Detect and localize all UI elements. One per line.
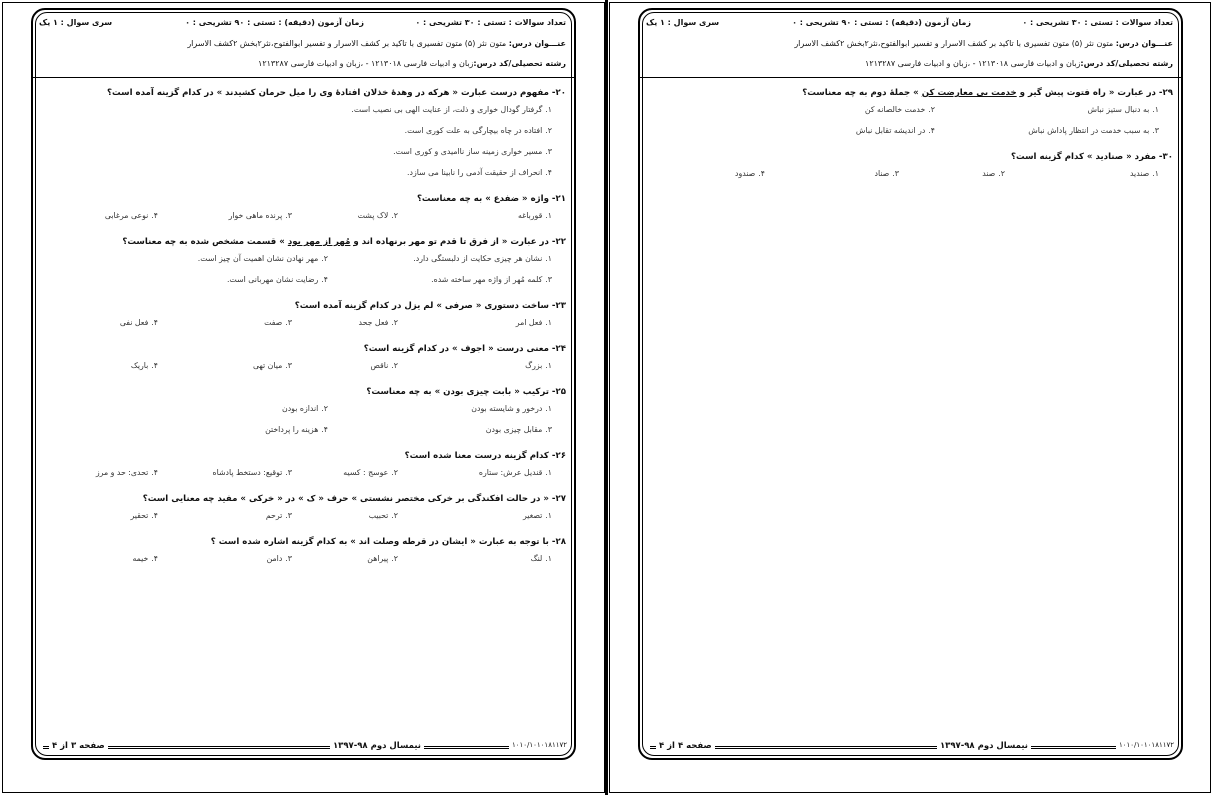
question-28: ۲۸- با توجه به عبارت « ایشان در قرطه وصلت اند » به کدام گزینه اشاره شده است ؟ ۱.لنگ ۲.پیراهن ۳.دامن ۴.خیمه <box>132 537 566 563</box>
question-23: ۲۳- ساخت دستوری « صرفی » لم یزل در کدام گزینه آمده است؟ ۱.فعل امر ۲.فعل جحد ۳.صفت ۴.فعل نفی <box>119 301 566 327</box>
option[interactable]: ۱.نشان هر چیزی حکایت از دلبستگی دارد. <box>413 254 552 263</box>
question-count: تعداد سوالات : تستی : ۳۰ تشریحی : ۰ <box>415 18 566 27</box>
field-code: رشته تحصیلی/کد درس:زبان و ادبیات فارسی ۱۲۱۳۰۱۸ - ،زبان و ادبیات فارسی ۱۲۱۳۲۸۷ <box>258 59 566 68</box>
page-footer <box>640 741 1181 758</box>
option[interactable]: ۱.صندید <box>1129 169 1159 178</box>
question-27: ۲۷- « در حالت افکندگی بر خرکی مختصر نشستی » حرف « ک » در « خرکی » مفید چه معنایی است؟ ۱.تصغیر ۲.تحبیب ۳.ترحم ۴.تحقیر <box>130 494 566 520</box>
option[interactable]: ۴.انحراف از حقیقت آدمی را نابینا می سازد. <box>407 168 552 177</box>
page-frame <box>31 8 576 760</box>
option[interactable]: ۳.مقابل چیزی بودن <box>485 425 552 434</box>
option[interactable]: ۳.دامن <box>266 554 292 563</box>
option[interactable]: ۲.عوسج : کسیه <box>343 468 398 477</box>
option[interactable]: ۲.فعل جحد <box>358 318 398 327</box>
question-22: ۲۲- در عبارت « از فرق تا قدم تو مهر برنهاده اند و مُهر از مهر بود » قسمت مشخص شده به چه معناست؟ ۱.نشان هر چیزی حکایت از دلبستگی دارد. ۲.مهر نهادن نشان اهمیت آن چیز است. ۳.کلمه مُهر از واژه مهر ساخته شده. ۴.رضایت نشان مهربانی است. <box>122 237 566 284</box>
page-footer <box>33 741 574 758</box>
semester: نیمسال دوم ۹۸-۱۳۹۷ <box>937 741 1031 751</box>
option[interactable]: ۳.کلمه مُهر از واژه مهر ساخته شده. <box>431 275 552 284</box>
option[interactable]: ۲.مهر نهادن نشان اهمیت آن چیز است. <box>197 254 328 263</box>
question-20: ۲۰- مفهوم درست عبارت « هرکه در وهدهٔ خذلان افتادهٔ وی را میل حرمان کشیدند » در کدام گزینه آمده است؟ ۱.گرفتار گودال خواری و ذلت، از عنایت الهی بی نصیب است. ۲.افتاده در چاه بیچارگی به علت کوری است. ۳.مسیر خواری زمینه ساز ناامیدی و کوری است. ۴.انحراف از حقیقت آدمی را نابینا می سازد. <box>107 88 566 177</box>
option[interactable]: ۴.رضایت نشان مهربانی است. <box>226 275 328 284</box>
semester: نیمسال دوم ۹۸-۱۳۹۷ <box>330 741 424 751</box>
option[interactable]: ۲.اندازه بودن <box>281 404 328 413</box>
option[interactable]: ۱.درخور و شایسته بودن <box>471 404 552 413</box>
field-code: رشته تحصیلی/کد درس:زبان و ادبیات فارسی ۱۲۱۳۰۱۸ - ،زبان و ادبیات فارسی ۱۲۱۳۲۸۷ <box>865 59 1173 68</box>
question-29: ۲۹- در عبارت « راه فتوت پیش گیر و خدمت بی معارضت کن » جملهٔ دوم به چه معناست؟ ۱.به دنبال ستیز نباش ۲.خدمت خالصانه کن ۳.به سبب خدمت در انتظار پاداش نباش ۴.در اندیشه تقابل نباش <box>802 88 1173 135</box>
option[interactable]: ۴.هزینه را پرداختن <box>265 425 328 434</box>
option[interactable]: ۳.به سبب خدمت در انتظار پاداش نباش <box>1028 126 1159 135</box>
option[interactable]: ۴.تحقیر <box>130 511 158 520</box>
option[interactable]: ۲.لاک پشت <box>357 211 398 220</box>
option[interactable]: ۴.نوعی مرغابی <box>104 211 158 220</box>
option[interactable]: ۴.خیمه <box>132 554 158 563</box>
option[interactable]: ۲.پیراهن <box>367 554 398 563</box>
page-number: صفحه ۳ از ۴ <box>49 741 108 751</box>
option[interactable]: ۳.پرنده ماهی خوار <box>228 211 292 220</box>
question-list <box>41 86 566 578</box>
option[interactable]: ۳.مسیر خواری زمینه ساز ناامیدی و کوری است. <box>393 147 552 156</box>
question-26: ۲۶- کدام گزینه درست معنا شده است؟ ۱.قندیل عرش: ستاره ۲.عوسج : کسیه ۳.توقیع: دستخط پادشاه ۴.تحدی: حد و مرز <box>95 451 566 477</box>
exam-time: زمان آزمون (دقیقه) : تستی : ۹۰ تشریحی : ۰ <box>185 18 364 27</box>
option[interactable]: ۲.افتاده در چاه بیچارگی به علت کوری است. <box>404 126 552 135</box>
option[interactable]: ۳.توقیع: دستخط پادشاه <box>212 468 292 477</box>
question-25: ۲۵- ترکیب « بابت چیزی بودن » به چه معناست؟ ۱.درخور و شایسته بودن ۲.اندازه بودن ۳.مقابل چیزی بودن ۴.هزینه را پرداختن <box>265 387 566 434</box>
exam-code: ۱۰۱۰/۱۰۱۰۱۸۱۱۷۲ <box>509 741 570 749</box>
course-title: عنـــوان درس: متون نثر (۵) متون تفسیری با تاکید بر کشف الاسرار و تفسیر ابوالفتوح،نثر۲بخش ۲کشف الاسرار <box>794 39 1173 48</box>
course-title: عنـــوان درس: متون نثر (۵) متون تفسیری با تاکید بر کشف الاسرار و تفسیر ابوالفتوح،نثر۲بخش ۲کشف الاسرار <box>187 39 566 48</box>
question-30: ۳۰- مفرد « صنادید » کدام گزینه است؟ ۱.صندید ۲.صند ۳.صناد ۴.صندود <box>735 152 1173 178</box>
option[interactable]: ۱.گرفتار گودال خواری و ذلت، از عنایت الهی بی نصیب است. <box>351 105 552 114</box>
option[interactable]: ۳.صفت <box>264 318 292 327</box>
option[interactable]: ۱.قندیل عرش: ستاره <box>478 468 552 477</box>
option[interactable]: ۴.تحدی: حد و مرز <box>95 468 158 477</box>
exam-time: زمان آزمون (دقیقه) : تستی : ۹۰ تشریحی : ۰ <box>792 18 971 27</box>
exam-code: ۱۰۱۰/۱۰۱۰۱۸۱۱۷۲ <box>1116 741 1177 749</box>
exam-sheet-page-4 <box>607 0 1213 795</box>
question-series: سری سوال : ۱ یک <box>39 18 113 27</box>
option[interactable]: ۴.باریک <box>130 361 158 370</box>
option[interactable]: ۲.خدمت خالصانه کن <box>864 105 935 114</box>
question-21: ۲۱- واژه « ضفدع » به چه معناست؟ ۱.قورباغه ۲.لاک پشت ۳.پرنده ماهی خوار ۴.نوعی مرغابی <box>104 194 566 220</box>
question-count: تعداد سوالات : تستی : ۳۰ تشریحی : ۰ <box>1022 18 1173 27</box>
question-list <box>648 86 1173 193</box>
option[interactable]: ۳.میان تهی <box>252 361 292 370</box>
option[interactable]: ۴.فعل نفی <box>119 318 158 327</box>
exam-header <box>33 10 574 78</box>
option[interactable]: ۲.تحبیب <box>368 511 398 520</box>
option[interactable]: ۳.ترحم <box>265 511 292 520</box>
exam-header <box>640 10 1181 78</box>
option[interactable]: ۱.تصغیر <box>522 511 552 520</box>
option[interactable]: ۲.صند <box>982 169 1005 178</box>
option[interactable]: ۱.قورباغه <box>517 211 552 220</box>
option[interactable]: ۲.ناقص <box>370 361 398 370</box>
page-number: صفحه ۴ از ۴ <box>656 741 715 751</box>
question-series: سری سوال : ۱ یک <box>646 18 720 27</box>
question-24: ۲۴- معنی درست « اجوف » در کدام گزینه است؟ ۱.بزرگ ۲.ناقص ۳.میان تهی ۴.باریک <box>130 344 566 370</box>
option[interactable]: ۱.به دنبال ستیز نباش <box>1087 105 1159 114</box>
page-frame <box>638 8 1183 760</box>
option[interactable]: ۱.فعل امر <box>515 318 552 327</box>
option[interactable]: ۴.در اندیشه تقابل نباش <box>855 126 935 135</box>
option[interactable]: ۳.صناد <box>874 169 899 178</box>
option[interactable]: ۱.بزرگ <box>525 361 552 370</box>
option[interactable]: ۱.لنگ <box>530 554 552 563</box>
option[interactable]: ۴.صندود <box>735 169 765 178</box>
